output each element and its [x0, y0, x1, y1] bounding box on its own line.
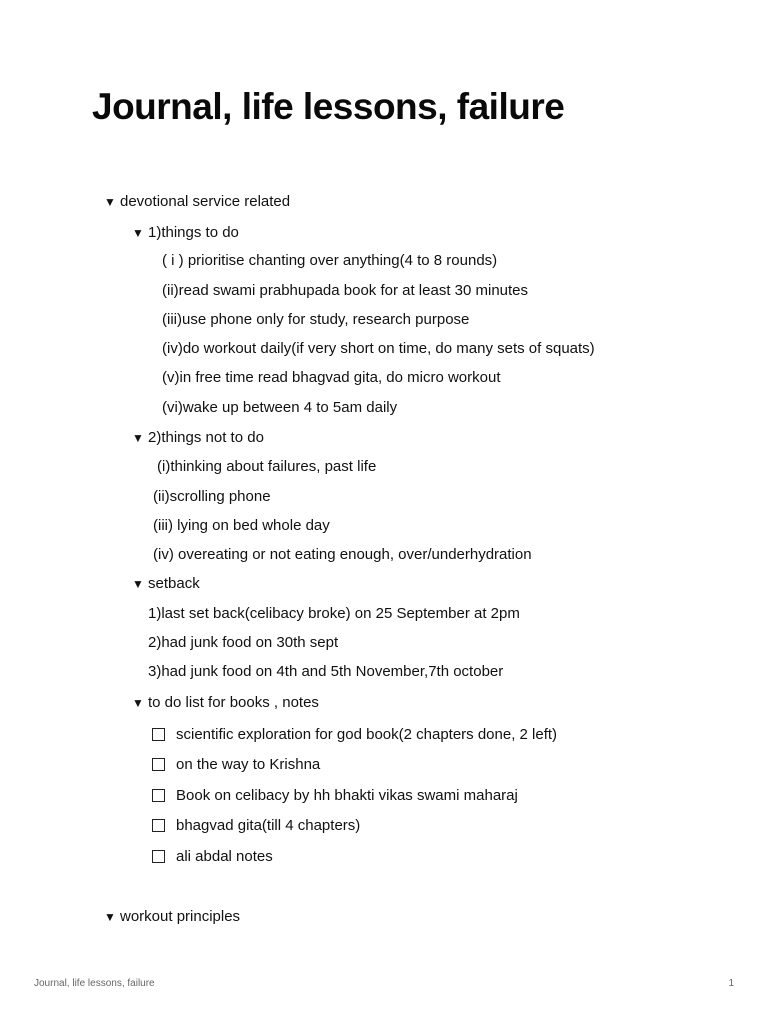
- toggle-workout-principles[interactable]: [104, 907, 240, 927]
- list-item: ( i ) prioritise chanting over anything(4 to 8 rounds): [162, 252, 498, 269]
- todo-item: [152, 725, 557, 745]
- triangle-down-icon[interactable]: ▼: [132, 577, 144, 591]
- todo-label: Book on celibacy by hh bhakti vikas swami maharaj: [176, 787, 518, 804]
- list-item: (iii)use phone only for study, research purpose: [162, 311, 470, 328]
- todo-item: [152, 816, 360, 836]
- toggle-label: setback: [148, 575, 200, 592]
- toggle-things-to-do[interactable]: [132, 223, 239, 243]
- footer-title: Journal, life lessons, failure: [34, 978, 155, 989]
- checkbox-icon[interactable]: [152, 728, 165, 741]
- checkbox-icon[interactable]: [152, 850, 165, 863]
- toggle-setback[interactable]: [132, 574, 200, 594]
- list-item: (ii)read swami prabhupada book for at least 30 minutes: [162, 282, 529, 299]
- page-number: 1: [728, 978, 734, 989]
- list-item: (ii)scrolling phone: [153, 488, 271, 505]
- todo-label: scientific exploration for god book(2 chapters done, 2 left): [176, 726, 558, 743]
- triangle-down-icon[interactable]: ▼: [132, 431, 144, 445]
- toggle-label: workout principles: [120, 908, 241, 925]
- list-item: (v)in free time read bhagvad gita, do micro workout: [162, 369, 501, 386]
- checkbox-icon[interactable]: [152, 819, 165, 832]
- toggle-label: 1)things to do: [148, 224, 239, 241]
- todo-item: [152, 755, 320, 775]
- list-item: (iv)do workout daily(if very short on time, do many sets of squats): [162, 340, 595, 357]
- list-item: 2)had junk food on 30th sept: [148, 634, 339, 651]
- triangle-down-icon[interactable]: ▼: [132, 226, 144, 240]
- list-item: 1)last set back(celibacy broke) on 25 September at 2pm: [148, 605, 520, 622]
- todo-label: bhagvad gita(till 4 chapters): [176, 817, 361, 834]
- list-item: (i)thinking about failures, past life: [157, 458, 377, 475]
- toggle-label: 2)things not to do: [148, 429, 264, 446]
- page-title: Journal, life lessons, failure: [92, 86, 565, 127]
- list-item: (iv) overeating or not eating enough, over/underhydration: [153, 546, 532, 563]
- triangle-down-icon[interactable]: ▼: [104, 195, 116, 209]
- todo-label: on the way to Krishna: [176, 756, 321, 773]
- triangle-down-icon[interactable]: ▼: [132, 696, 144, 710]
- toggle-devotional-service[interactable]: [104, 192, 290, 212]
- toggle-books-notes[interactable]: [132, 693, 319, 713]
- todo-label: ali abdal notes: [176, 848, 273, 865]
- list-item: (iii) lying on bed whole day: [153, 517, 330, 534]
- checkbox-icon[interactable]: [152, 758, 165, 771]
- todo-item: [152, 847, 273, 867]
- checkbox-icon[interactable]: [152, 789, 165, 802]
- list-item: (vi)wake up between 4 to 5am daily: [162, 399, 398, 416]
- toggle-things-not-to-do[interactable]: [132, 428, 264, 448]
- triangle-down-icon[interactable]: ▼: [104, 910, 116, 924]
- toggle-label: devotional service related: [120, 193, 291, 210]
- toggle-label: to do list for books , notes: [148, 694, 319, 711]
- list-item: 3)had junk food on 4th and 5th November,7th october: [148, 663, 504, 680]
- todo-item: [152, 786, 518, 806]
